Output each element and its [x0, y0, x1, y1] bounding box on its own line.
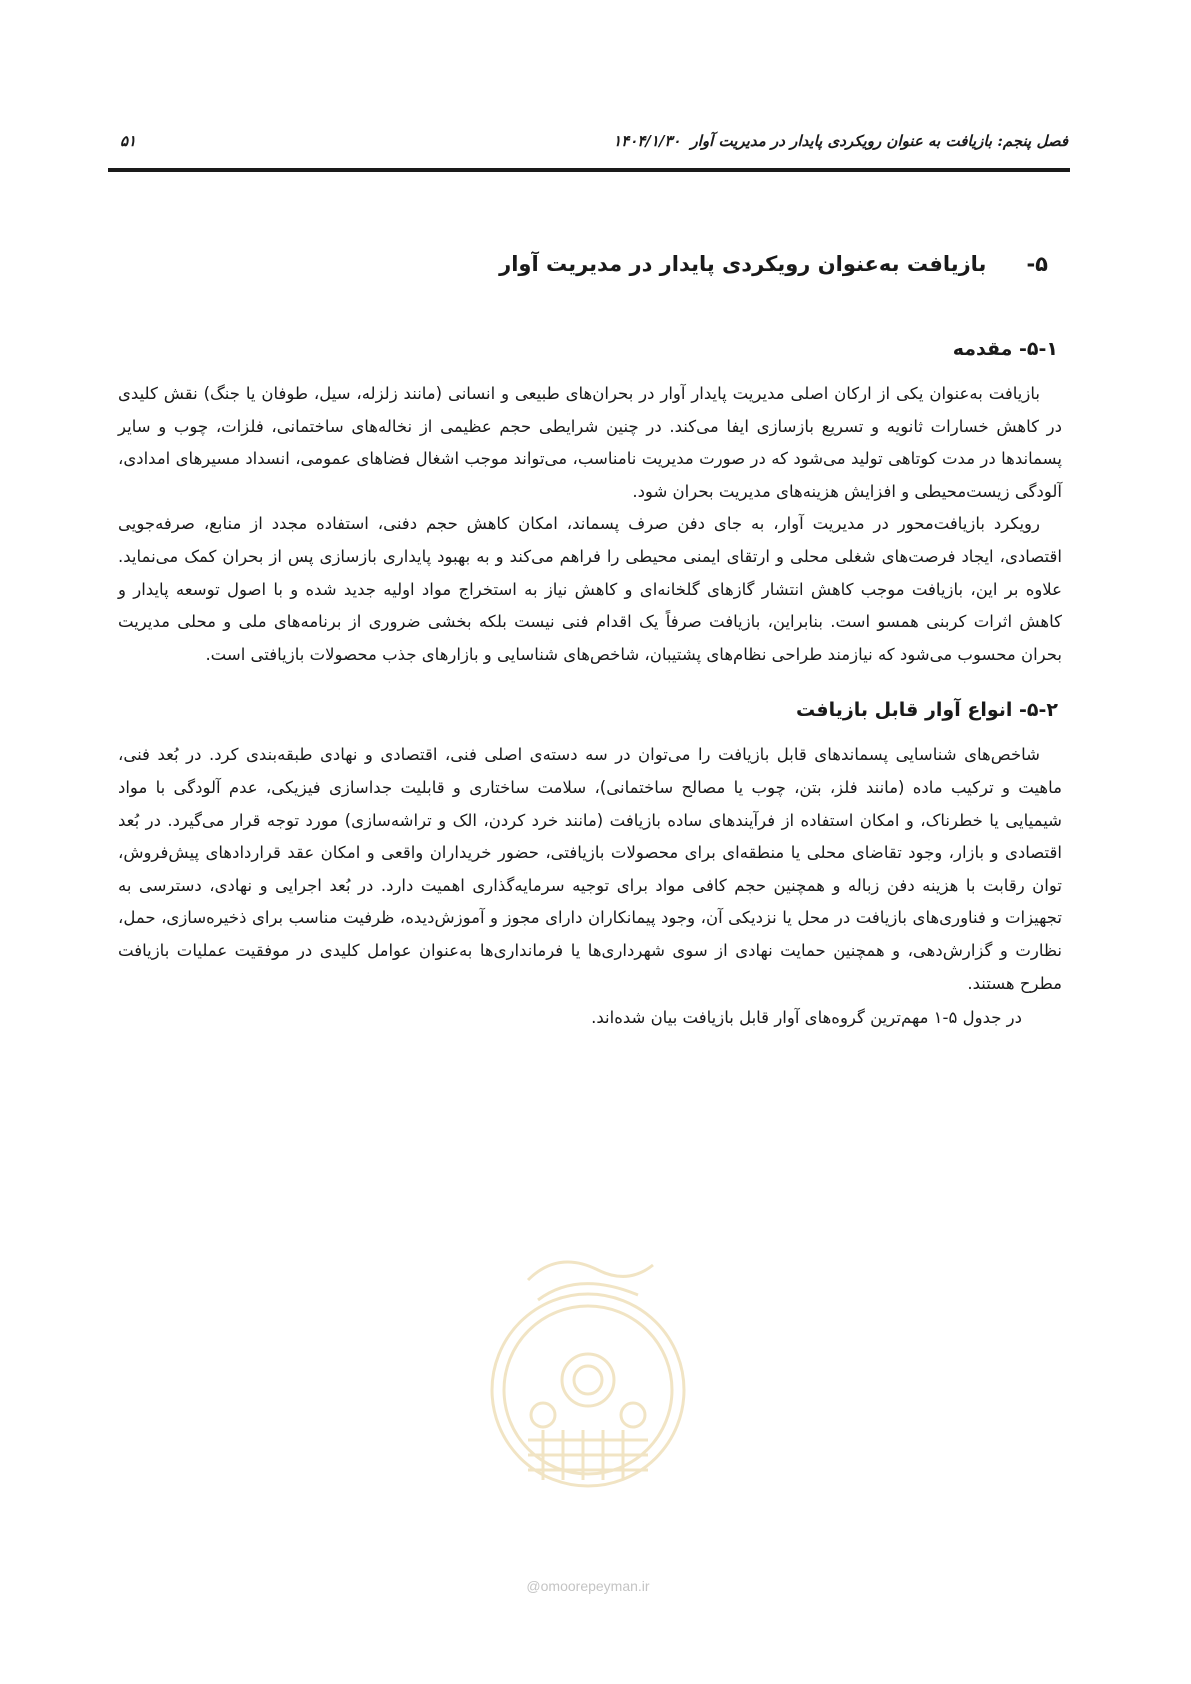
paragraph-table-reference: در جدول ۵-۱ مهم‌ترین گروه‌های آوار قابل بازیافت بیان شده‌اند. [591, 1008, 1022, 1028]
header-date: ۱۴۰۴/۱/۳۰ [613, 132, 681, 150]
watermark-url: @omoorepeyman.ir [526, 1578, 650, 1594]
running-header-title [613, 132, 1068, 150]
paragraph: رویکرد بازیافت‌محور در مدیریت آوار، به جای دفن صرف پسماند، امکان کاهش حجم دفنی، استفاده مجدد از منابع، صرفه‌جویی اقتصادی، ایجاد فرصت‌های شغلی محلی و ارتقای ایمنی محیطی را فراهم می‌کند و به بهبود پایداری بازسازی پس از بحران کمک می‌نماید. علاوه بر این، بازیافت موجب کاهش انتشار گازهای گلخانه‌ای و کاهش نیاز به استخراج مواد اولیه جدید شده و با اصول توسعه پایدار و کاهش اثرات کربنی همسو است. بنابراین، بازیافت صرفاً یک اقدام فنی نیست بلکه بخشی ضروری از برنامه‌های ملی و محلی مدیریت بحران محسوب می‌شود که نیازمند طراحی نظام‌های پشتیبان، شاخص‌های شناسایی و بازارهای جذب محصولات بازیافتی است. [118, 514, 1062, 664]
page-body [118, 248, 1062, 1035]
chapter-title: بازیافت به‌عنوان رویکردی پایدار در مدیریت آوار [499, 252, 987, 276]
paragraph: شاخص‌های شناسایی پسماندهای قابل بازیافت را می‌توان در سه دسته‌ی اصلی فنی، اقتصادی و نهادی طبقه‌بندی کرد. در بُعد فنی، ماهیت و ترکیب ماده (مانند فلز، بتن، چوب یا مصالح ساختمانی)، سلامت ساختاری و قابلیت جداسازی فیزیکی، عدم آلودگی با مواد شیمیایی یا خطرناک، و امکان استفاده از فرآیندهای ساده بازیافت (مانند خرد کردن، الک و تراشه‌سازی) مورد توجه قرار می‌گیرد. در بُعد اقتصادی و بازار، وجود تقاضای محلی یا منطقه‌ای برای محصولات بازیافتی، حضور خریداران واقعی و امکان عقد قراردادهای پیش‌فروش، توان رقابت با هزینه دفن زباله و همچنین حجم کافی مواد برای توجیه سرمایه‌گذاری اهمیت دارد. در بُعد اجرایی و نهادی، دسترسی به تجهیزات و فناوری‌های بازیافت در محل یا نزدیکی آن، وجود پیمانکاران دارای مجوز و آموزش‌دیده، ظرفیت مناسب برای ذخیره‌سازی، حمل، نظارت و گزارش‌دهی، و همچنین حمایت نهادی از سوی شهرداری‌ها یا فرمانداری‌ها به‌عنوان عوامل کلیدی در موفقیت عملیات بازیافت مطرح هستند. [118, 745, 1062, 993]
header-divider [108, 168, 1070, 172]
chapter-heading [118, 248, 1062, 280]
running-header [108, 128, 1070, 162]
page-number: ۵۱ [120, 132, 137, 150]
section-heading-introduction: ۵-۱- مقدمه [952, 338, 1058, 360]
paragraph: بازیافت به‌عنوان یکی از ارکان اصلی مدیریت پایدار آوار در بحران‌های طبیعی و انسانی (مانند زلزله، سیل، طوفان یا جنگ) نقش کلیدی در کاهش خسارات ثانویه و تسریع بازسازی ایفا می‌کند. در چنین شرایطی حجم عظیمی از نخاله‌های ساختمانی، فلزات، چوب و سایر پسماندها در مدت کوتاهی تولید می‌شود که در صورت مدیریت نامناسب، می‌تواند موجب اشغال فضاهای عمومی، انسداد مسیرهای امدادی، آلودگی زیست‌محیطی و افزایش هزینه‌های مدیریت بحران شود. [118, 384, 1062, 501]
section-heading-recyclable-debris: ۵-۲- انواع آوار قابل بازیافت [796, 699, 1058, 722]
chapter-number: ۵- [1026, 252, 1048, 276]
watermark-seal-icon [468, 1240, 708, 1520]
header-chapter-title: فصل پنجم: بازیافت به عنوان رویکردی پایدار در مدیریت آوار [690, 132, 1068, 150]
